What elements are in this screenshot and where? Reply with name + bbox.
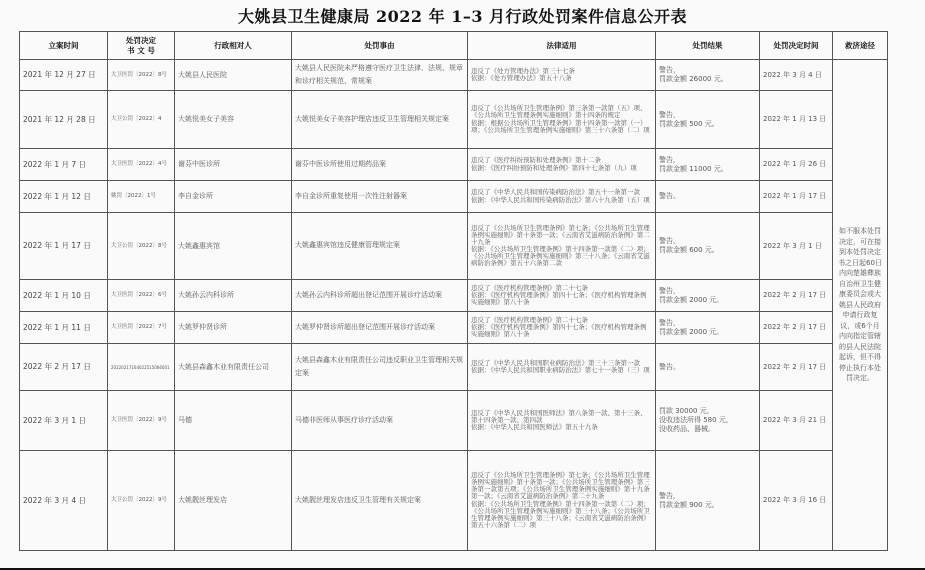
table-row [20,213,888,280]
header-row [20,32,888,60]
cell-date: 2022 年 1 月 10 日 [20,280,108,312]
cell-result: 警告， 罚款金额 2000 元。 [656,312,760,344]
cell-party: 大姚鑫惠宾馆 [175,213,292,280]
cell-decision-date: 2022 年 3 月 1 日 [760,213,833,280]
cell-date: 2022 年 1 月 11 日 [20,312,108,344]
cell-date: 2022 年 1 月 7 日 [20,149,108,181]
table-row [20,181,888,213]
header-reason: 处罚事由 [292,32,468,60]
cell-party: 大姚县森鑫木业有限责任公司 [175,344,292,391]
cell-party: 谢芬中医诊所 [175,149,292,181]
table-row [20,391,888,451]
cell-date: 2022 年 2 月 17 日 [20,344,108,391]
cell-doc-no: 大卫公罚〔2022〕9号 [108,451,175,551]
header-filing-time: 立案时间 [20,32,108,60]
cell-law: 违反了《处方管理办法》第三十七条 依据：《处方管理办法》第五十八条 [468,60,656,91]
cell-result: 警告， 罚款金额 500 元。 [656,91,760,149]
cell-doc-no: 大卫医罚〔2022〕7号 [108,312,175,344]
cell-result: 警告， 罚款金额 11000 元。 [656,149,760,181]
cell-party: 李自金诊所 [175,181,292,213]
cell-date: 2021 年 12 月 27 日 [20,60,108,91]
cell-decision-date: 2022 年 3 月 16 日 [760,451,833,551]
cell-reason: 大姚靓丝理发店违反卫生管理有关规定案 [292,451,468,551]
cell-reason: 大姚罗仲贤诊所超出登记范围开展诊疗活动案 [292,312,468,344]
cell-decision-date: 2022 年 1 月 17 日 [760,181,833,213]
header-party: 行政相对人 [175,32,292,60]
header-remedy: 救济途径 [833,32,888,60]
cell-doc-no: 大卫医罚〔2022〕8号 [108,60,175,91]
cell-decision-date: 2022 年 1 月 13 日 [760,91,833,149]
cell-law: 违反了《医疗纠纷预防和处理条例》第十二条 依据：《医疗纠纷预防和处理条例》第四十七条第（九）项 [468,149,656,181]
cell-reason: 马德非医师从事医疗诊疗活动案 [292,391,468,451]
cell-doc-no: 大卫医罚〔2022〕6号 [108,280,175,312]
cell-reason: 大姚悦美女子美容护理店违反卫生管理相关规定案 [292,91,468,149]
cell-date: 2022 年 3 月 1 日 [20,391,108,451]
cell-result: 警告， 罚款金额 2000 元。 [656,280,760,312]
cell-law: 违反了《医疗机构管理条例》第二十七条 依据：《医疗机构管理条例》第四十七条；《医疗机构管理条例实施细则》第八十条 [468,280,656,312]
cell-party: 大姚悦美女子美容 [175,91,292,149]
cell-party: 大姚靓丝理发店 [175,451,292,551]
cell-party: 马德 [175,391,292,451]
table-row [20,451,888,551]
cell-reason: 大姚县森鑫木业有限责任公司违反职业卫生管理相关规定案 [292,344,468,391]
header-law: 法律适用 [468,32,656,60]
cell-reason: 谢芬中医诊所使用过期药品案 [292,149,468,181]
cell-result: 警告。 [656,181,760,213]
cell-decision-date: 2022 年 2 月 17 日 [760,344,833,391]
cell-decision-date: 2022 年 3 月 4 日 [760,60,833,91]
cell-remedy: 如不服本处罚决定，可在接到本处罚决定书之日起60日内向楚雄彝族自治州卫生健康委员会或大姚县人民政府申请行政复议，或6个月内向指定管辖的县人民法院起诉，但不得停止执行本处罚决定。 [833,60,888,551]
cell-doc-no: 大卫医罚〔2022〕9号 [108,391,175,451]
cell-date: 2022 年 3 月 4 日 [20,451,108,551]
cell-result: 警告， 罚款金额 600 元。 [656,213,760,280]
cell-doc-no: 大卫公罚〔2022〕4 [108,91,175,149]
cell-doc-no: 大卫公罚〔2022〕8号 [108,213,175,280]
cell-result: 罚款 30000 元， 没收违法所得 580 元， 没收药品、器械。 [656,391,760,451]
cell-law: 违反了《公共场所卫生管理条例》第七条；《公共场所卫生管理条例实施细则》第十条第一款；《云南省艾滋病防治条例》第二十九条 依据：《公共场所卫生管理条例》第十四条第一款第（二）项；《公共场所卫生管理条例实施细则》第三十八条；《云南省艾滋病防治条例》第五十六条第二款 [468,213,656,280]
cell-reason: 大姚孙云内科诊所超出登记范围开展诊疗活动案 [292,280,468,312]
cell-party: 大姚县人民医院 [175,60,292,91]
cell-reason: 李自金诊所重复使用一次性注射器案 [292,181,468,213]
cell-date: 2022 年 1 月 12 日 [20,181,108,213]
cell-doc-no: 姚罚〔2022〕1号 [108,181,175,213]
cell-date: 2022 年 1 月 17 日 [20,213,108,280]
cell-doc-no: 20220217164022515066001 [108,344,175,391]
cell-decision-date: 2022 年 2 月 17 日 [760,312,833,344]
table-row [20,312,888,344]
cell-party: 大姚罗仲贤诊所 [175,312,292,344]
table-row [20,91,888,149]
cell-reason: 大姚鑫惠宾馆违反健康管理规定案 [292,213,468,280]
cell-law: 违反了《中华人民共和国职业病防治法》第三十三条第一款 依据：《中华人民共和国职业病防治法》第七十一条第（三）项 [468,344,656,391]
cell-law: 违反了《公共场所卫生管理条例》第七条；《公共场所卫生管理条例实施细则》第十条第一款；《公共场所卫生管理条例》第三条第一款第五项；《公共场所卫生管理条例实施细则》第十九条第一款；《云南省艾滋病防治条例》第二十九条 依据：《公共场所卫生管理条例》第十四条第一款第（二）项；《公共场所卫生管理条例实施细则》第三十八条；《公共场所卫生管理条例实施细则》第三十八条；《云南省艾滋病防治条例》第五十六条第（二）项 [468,451,656,551]
header-decision-date: 处罚决定时间 [760,32,833,60]
cell-result: 警告， 罚款金额 26000 元。 [656,60,760,91]
header-result: 处罚结果 [656,32,760,60]
table-row [20,60,888,91]
table-row [20,344,888,391]
cell-result: 警告， 罚款金额 900 元。 [656,451,760,551]
cell-law: 违反了《中华人民共和国传染病防治法》第五十一条第一款 依据：《中华人民共和国传染病防治法》第六十九条第（五）项 [468,181,656,213]
cell-decision-date: 2022 年 2 月 17 日 [760,280,833,312]
table-row [20,149,888,181]
cell-law: 违反了《中华人民共和国医师法》第八条第一款、第十三条、第十四条第一款、第四款 依据：《中华人民共和国医师法》第五十九条 [468,391,656,451]
cell-decision-date: 2022 年 3 月 21 日 [760,391,833,451]
cell-date: 2021 年 12 月 28 日 [20,91,108,149]
cell-doc-no: 大卫医罚〔2022〕4号 [108,149,175,181]
header-doc-no: 处罚决定 书 文 号 [108,32,175,60]
cell-law: 违反了《医疗机构管理条例》第二十七条 依据：《医疗机构管理条例》第四十七条；《医疗机构管理条例实施细则》第八十条 [468,312,656,344]
cell-reason: 大姚县人民医院未严格遵守医疗卫生法律、法规、规章和诊疗相关规范、常规案 [292,60,468,91]
page-title: 大姚县卫生健康局 2022 年 1–3 月行政处罚案件信息公开表 [237,7,688,26]
table-row [20,280,888,312]
penalty-table [19,31,888,551]
cell-law: 违反了《公共场所卫生管理条例》第三条第一款第（五）项、《公共场所卫生管理条例实施细则》第十四条的规定 依据：根据公共场所卫生管理条例》第十四条第一款第（一）项；《公共场所卫生管理条例实施细则》第三十六条第（二）项 [468,91,656,149]
cell-decision-date: 2022 年 1 月 26 日 [760,149,833,181]
cell-result: 警告。 [656,344,760,391]
cell-party: 大姚孙云内科诊所 [175,280,292,312]
